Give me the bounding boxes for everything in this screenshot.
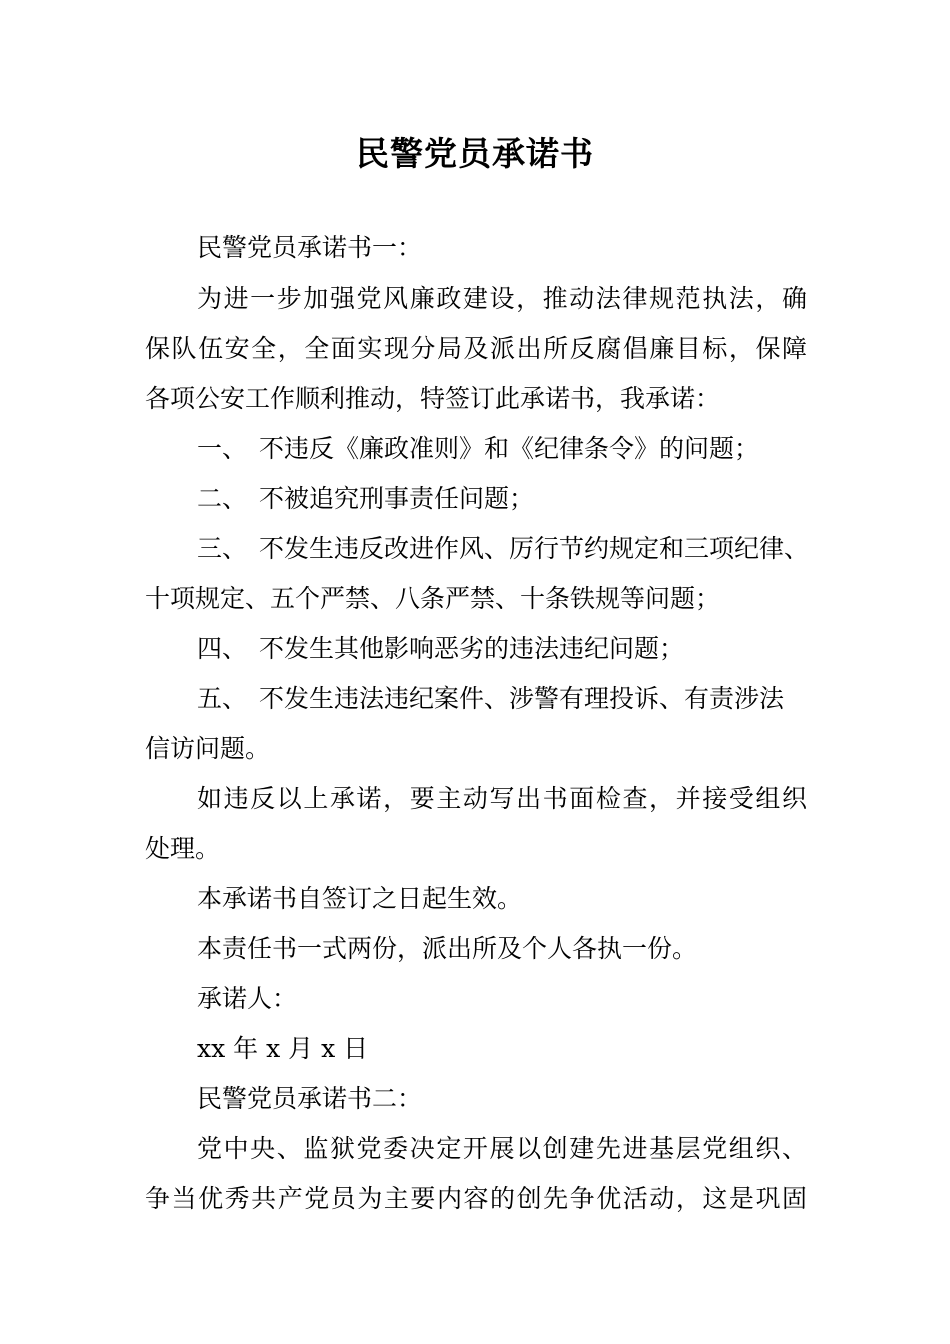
pledge-item-4 xyxy=(197,634,684,664)
pledge-item-2 xyxy=(197,484,534,514)
paragraph-line: 为进一步加强党风廉政建设，推动法律规范执法，确 xyxy=(197,284,807,313)
pledge-number: 三、 xyxy=(197,534,248,563)
pledge-item-5 xyxy=(197,684,784,714)
document-title: 民警党员承诺书 xyxy=(356,134,594,173)
paragraph-line: 本承诺书自签订之日起生效。 xyxy=(197,884,523,913)
paragraph-line: 信访问题。 xyxy=(145,734,271,763)
section-heading-1: 民警党员承诺书一： xyxy=(197,233,423,262)
date-line: xx 年 x 月 x 日 xyxy=(197,1034,369,1063)
pledge-text: 不发生违反改进作风、厉行节约规定和三项纪律、 xyxy=(259,534,810,563)
paragraph-line: 如违反以上承诺，要主动写出书面检查，并接受组织 xyxy=(197,784,807,813)
pledge-text: 不发生违法违纪案件、涉警有理投诉、有责涉法 xyxy=(259,684,785,713)
pledge-number: 五、 xyxy=(197,684,248,713)
section-heading-2: 民警党员承诺书二： xyxy=(197,1084,423,1113)
pledge-item-3 xyxy=(197,534,809,564)
paragraph-line: 各项公安工作顺利推动，特签订此承诺书，我承诺： xyxy=(145,384,721,413)
paragraph-line: 党中央、监狱党委决定开展以创建先进基层党组织、 xyxy=(197,1134,807,1163)
paragraph-line: 本责任书一式两份，派出所及个人各执一份。 xyxy=(197,934,698,963)
paragraph-line: 处理。 xyxy=(145,834,221,863)
pledge-number: 二、 xyxy=(197,484,248,513)
pledge-number: 四、 xyxy=(197,634,248,663)
paragraph-line: 十项规定、五个严禁、八条严禁、十条铁规等问题； xyxy=(145,584,721,613)
pledge-item-1 xyxy=(197,434,759,464)
signature-label: 承诺人： xyxy=(197,984,298,1013)
pledge-text: 不被追究刑事责任问题； xyxy=(259,484,535,513)
paragraph-line: 保队伍安全，全面实现分局及派出所反腐倡廉目标，保障 xyxy=(145,334,807,363)
pledge-text: 不违反《廉政准则》和《纪律条令》的问题； xyxy=(259,434,760,463)
pledge-text: 不发生其他影响恶劣的违法违纪问题； xyxy=(259,634,685,663)
pledge-number: 一、 xyxy=(197,434,248,463)
paragraph-line: 争当优秀共产党员为主要内容的创先争优活动，这是巩固 xyxy=(145,1184,807,1213)
